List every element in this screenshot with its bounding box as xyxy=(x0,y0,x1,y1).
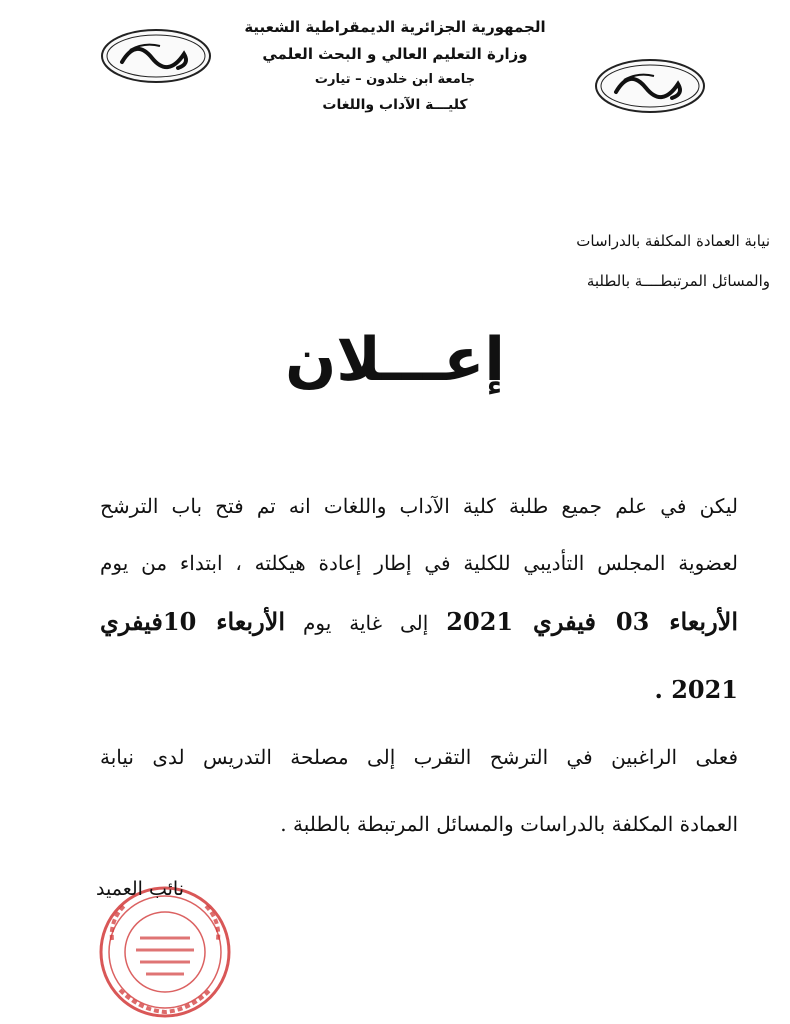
until-text: إلى غاية يوم xyxy=(303,611,429,635)
header-ministry: وزارة التعليم العالي و البحث العلمي xyxy=(262,45,528,63)
header-republic: الجمهورية الجزائرية الديمقراطية الشعبية xyxy=(244,18,546,36)
header-university: جامعة ابن خلدون – تيارت xyxy=(314,72,476,87)
official-seal xyxy=(90,880,240,1020)
body-line-3 xyxy=(100,607,739,636)
end-date: الأربعاء 10فيفري xyxy=(100,607,286,636)
university-logo-right xyxy=(594,58,706,114)
university-logo-left xyxy=(100,28,212,84)
document-header xyxy=(180,14,610,112)
body-line-2: لعضوية المجلس التأديبي للكلية في إطار إعادة هيكلته ، ابتداء من يوم xyxy=(100,551,738,575)
end-year: 2021 . xyxy=(654,675,738,704)
body-line-1: ليكن في علم جميع طلبة كلية الآداب واللغات انه تم فتح باب الترشح xyxy=(100,494,738,518)
body-line-4 xyxy=(100,675,738,704)
body-line-5: فعلى الراغبين في الترشح التقرب إلى مصلحة التدريس لدى نيابة xyxy=(100,745,738,769)
department-line-2: والمسائل المرتبطــــة بالطلبة xyxy=(586,272,770,290)
announcement-title: إعـــلان xyxy=(285,325,505,395)
body-line-6: العمادة المكلفة بالدراسات والمسائل المرتبطة بالطلبة . xyxy=(280,812,738,836)
signer-title: نائب العميد xyxy=(96,878,184,900)
start-date: الأربعاء 03 فيفري 2021 xyxy=(446,607,739,636)
department-line-1: نيابة العمادة المكلفة بالدراسات xyxy=(576,232,770,250)
header-faculty: كليـــة الآداب واللغات xyxy=(322,97,468,113)
